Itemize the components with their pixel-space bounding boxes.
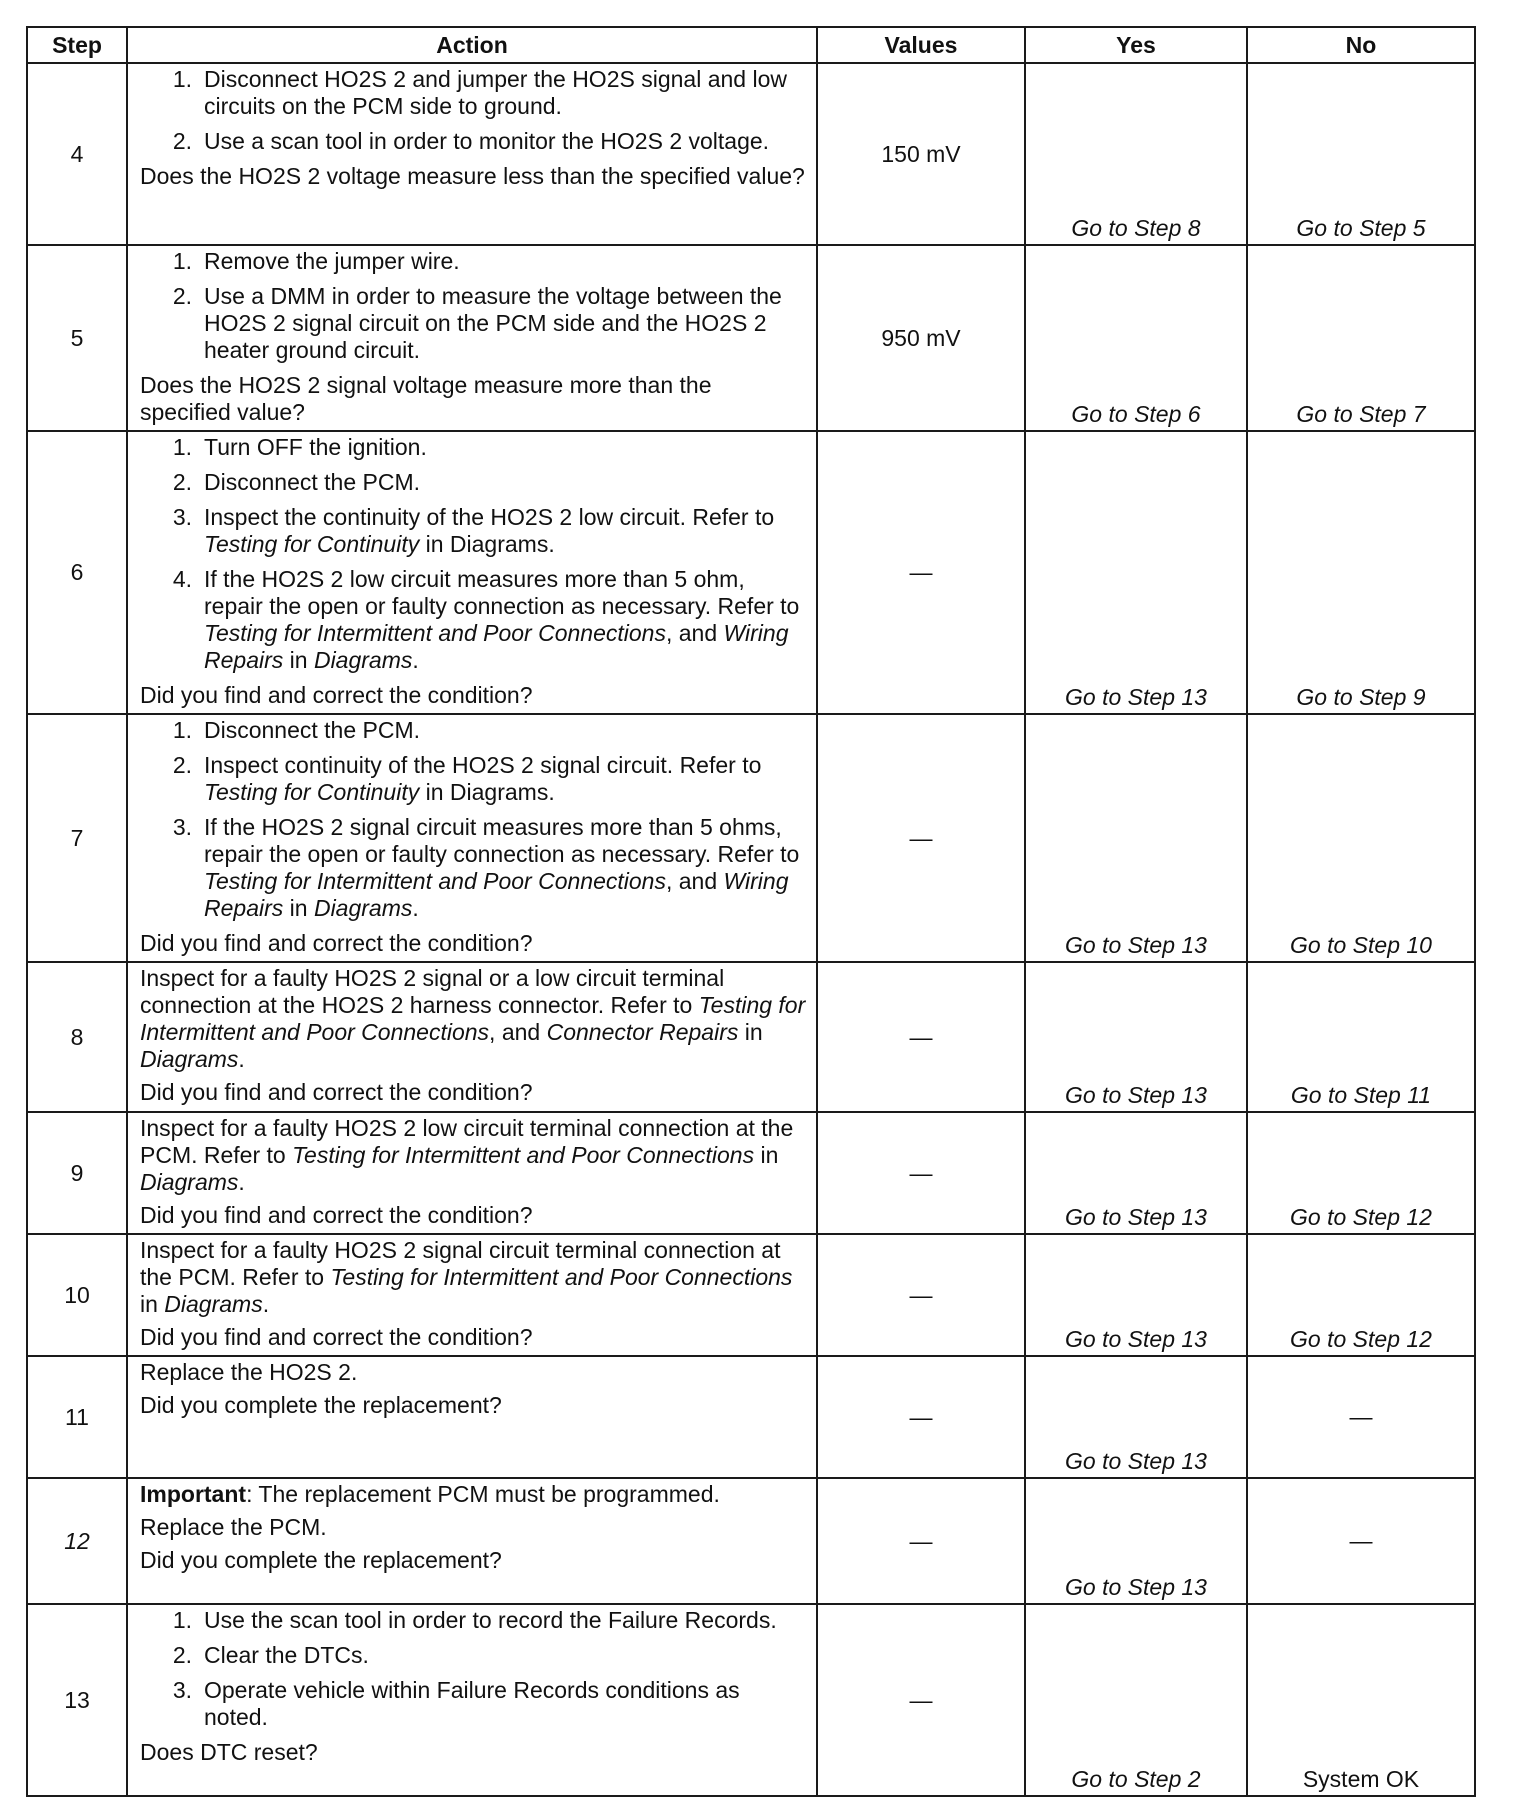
yes-cell — [1025, 431, 1247, 714]
value-cell: — — [817, 431, 1025, 714]
yes-cell — [1025, 1356, 1247, 1478]
yes-cell — [1025, 1234, 1247, 1356]
yes-goto: Go to Step 13 — [1065, 1574, 1207, 1600]
yes-cell — [1025, 245, 1247, 431]
action-question: Did you find and correct the condition? — [140, 682, 533, 708]
action-question: Did you find and correct the condition? — [140, 1324, 533, 1350]
action-item: 1. Use the scan tool in order to record the Failure Records. — [172, 1607, 777, 1633]
action-question: Did you find and correct the condition? — [140, 1202, 533, 1228]
action-item: 1. Disconnect HO2S 2 and jumper the HO2S signal and low circuits on the PCM side to ground. — [172, 66, 787, 119]
header-row — [27, 27, 1475, 63]
action-question: Does the HO2S 2 signal voltage measure more than the specified value? — [140, 372, 712, 425]
action-item: 3. If the HO2S 2 signal circuit measures more than 5 ohms, repair the open or faulty connection as necessary. Refer to Testing for Intermittent and Poor Connections, and Wiring Repairs in Diagrams. — [172, 814, 800, 921]
table-row — [27, 431, 1475, 714]
header-step: Step — [27, 27, 127, 63]
step-number: 5 — [27, 245, 127, 431]
yes-cell — [1025, 714, 1247, 962]
no-cell — [1247, 1478, 1475, 1604]
action-question: Did you complete the replacement? — [140, 1392, 502, 1418]
no-goto: Go to Step 10 — [1290, 932, 1432, 958]
step-number: 10 — [27, 1234, 127, 1356]
action-cell — [127, 714, 817, 962]
action-item: 1. Disconnect the PCM. — [172, 717, 421, 743]
yes-goto: Go to Step 8 — [1071, 215, 1201, 241]
no-result: System OK — [1302, 1766, 1420, 1792]
action-question: Did you find and correct the condition? — [140, 1079, 533, 1105]
no-goto: Go to Step 9 — [1296, 684, 1426, 710]
value-cell: — — [817, 714, 1025, 962]
action-item: 2. Inspect continuity of the HO2S 2 signal circuit. Refer to Testing for Continuity in Diagrams. — [172, 752, 762, 805]
value-cell: — — [817, 1604, 1025, 1796]
yes-goto: Go to Step 13 — [1065, 684, 1207, 710]
table-row — [27, 63, 1475, 245]
value-cell: — — [817, 1356, 1025, 1478]
table-row — [27, 1112, 1475, 1234]
step-number: 4 — [27, 63, 127, 245]
action-question: Did you complete the replacement? — [140, 1547, 502, 1573]
step-number: 11 — [27, 1356, 127, 1478]
no-cell — [1247, 245, 1475, 431]
action-item: 2. Use a scan tool in order to monitor the HO2S 2 voltage. — [172, 128, 770, 154]
no-goto: Go to Step 12 — [1290, 1326, 1432, 1352]
value-cell: — — [817, 1112, 1025, 1234]
action-paragraph: Replace the PCM. — [140, 1514, 327, 1540]
action-item: 1. Turn OFF the ignition. — [172, 434, 427, 460]
value-cell: — — [817, 1234, 1025, 1356]
action-item: 2. Clear the DTCs. — [172, 1642, 369, 1668]
table-row — [27, 1478, 1475, 1604]
action-cell — [127, 1478, 817, 1604]
no-goto: Go to Step 5 — [1296, 215, 1426, 241]
yes-cell — [1025, 962, 1247, 1112]
action-cell — [127, 962, 817, 1112]
action-cell — [127, 431, 817, 714]
header-values: Values — [817, 27, 1025, 63]
table-row — [27, 1356, 1475, 1478]
yes-goto: Go to Step 13 — [1065, 932, 1207, 958]
action-item: 2. Use a DMM in order to measure the voltage between the HO2S 2 signal circuit on the PCM side and the HO2S 2 heater ground circuit. — [172, 283, 782, 363]
action-item: 4. If the HO2S 2 low circuit measures more than 5 ohm, repair the open or faulty connection as necessary. Refer to Testing for Intermittent and Poor Connections, and Wiring Repairs in Diagrams. — [172, 566, 800, 673]
step-number: 13 — [27, 1604, 127, 1796]
header-action: Action — [127, 27, 817, 63]
table-row — [27, 714, 1475, 962]
table-row — [27, 245, 1475, 431]
yes-goto: Go to Step 2 — [1071, 1766, 1201, 1792]
action-question: Does the HO2S 2 voltage measure less than the specified value? — [140, 163, 805, 189]
no-dash: — — [1349, 1403, 1373, 1430]
no-goto: Go to Step 11 — [1290, 1082, 1432, 1108]
step-number: 12 — [27, 1478, 127, 1604]
value-cell: — — [817, 962, 1025, 1112]
action-cell — [127, 1112, 817, 1234]
action-cell — [127, 1604, 817, 1796]
action-item: 3. Inspect the continuity of the HO2S 2 low circuit. Refer to Testing for Continuity in Diagrams. — [172, 504, 775, 557]
action-paragraph: Inspect for a faulty HO2S 2 signal or a low circuit terminal connection at the HO2S 2 harness connector. Refer to Testing for Intermittent and Poor Connections, and Connector Repairs in Diagrams. — [140, 965, 806, 1072]
table-row — [27, 962, 1475, 1112]
no-cell — [1247, 1356, 1475, 1478]
important-note: Important: The replacement PCM must be programmed. — [140, 1481, 720, 1507]
yes-cell — [1025, 63, 1247, 245]
action-item: 2. Disconnect the PCM. — [172, 469, 421, 495]
yes-goto: Go to Step 13 — [1065, 1326, 1207, 1352]
yes-cell — [1025, 1604, 1247, 1796]
yes-goto: Go to Step 13 — [1065, 1204, 1207, 1230]
action-question: Did you find and correct the condition? — [140, 930, 533, 956]
yes-cell — [1025, 1112, 1247, 1234]
no-cell — [1247, 63, 1475, 245]
action-cell — [127, 1356, 817, 1478]
step-number: 9 — [27, 1112, 127, 1234]
value-cell: 150 mV — [817, 63, 1025, 245]
value-cell: 950 mV — [817, 245, 1025, 431]
table-row — [27, 1604, 1475, 1796]
yes-goto: Go to Step 13 — [1065, 1448, 1207, 1474]
step-number: 7 — [27, 714, 127, 962]
no-cell — [1247, 1234, 1475, 1356]
step-number: 8 — [27, 962, 127, 1112]
action-cell — [127, 1234, 817, 1356]
step-number: 6 — [27, 431, 127, 714]
action-paragraph: Inspect for a faulty HO2S 2 signal circuit terminal connection at the PCM. Refer to Testing for Intermittent and Poor Connections in Diagrams. — [140, 1237, 793, 1317]
no-cell — [1247, 714, 1475, 962]
action-item: 3. Operate vehicle within Failure Records conditions as noted. — [172, 1677, 740, 1730]
action-cell — [127, 63, 817, 245]
no-goto: Go to Step 7 — [1296, 401, 1426, 427]
yes-goto: Go to Step 6 — [1071, 401, 1201, 427]
yes-cell — [1025, 1478, 1247, 1604]
action-paragraph: Replace the HO2S 2. — [140, 1359, 358, 1385]
header-yes: Yes — [1025, 27, 1247, 63]
yes-goto: Go to Step 13 — [1065, 1082, 1207, 1108]
no-goto: Go to Step 12 — [1290, 1204, 1432, 1230]
action-item: 1. Remove the jumper wire. — [172, 248, 460, 274]
no-cell — [1247, 1604, 1475, 1796]
no-cell — [1247, 431, 1475, 714]
diagnostic-table — [26, 26, 1476, 1797]
table-row — [27, 1234, 1475, 1356]
action-question: Does DTC reset? — [140, 1739, 318, 1765]
diagnostic-table-sheet — [26, 26, 1476, 1797]
value-cell: — — [817, 1478, 1025, 1604]
no-cell — [1247, 962, 1475, 1112]
action-paragraph: Inspect for a faulty HO2S 2 low circuit terminal connection at the PCM. Refer to Testing for Intermittent and Poor Connections in Diagrams. — [140, 1115, 794, 1195]
no-cell — [1247, 1112, 1475, 1234]
no-dash: — — [1349, 1527, 1373, 1554]
header-no: No — [1247, 27, 1475, 63]
action-cell — [127, 245, 817, 431]
